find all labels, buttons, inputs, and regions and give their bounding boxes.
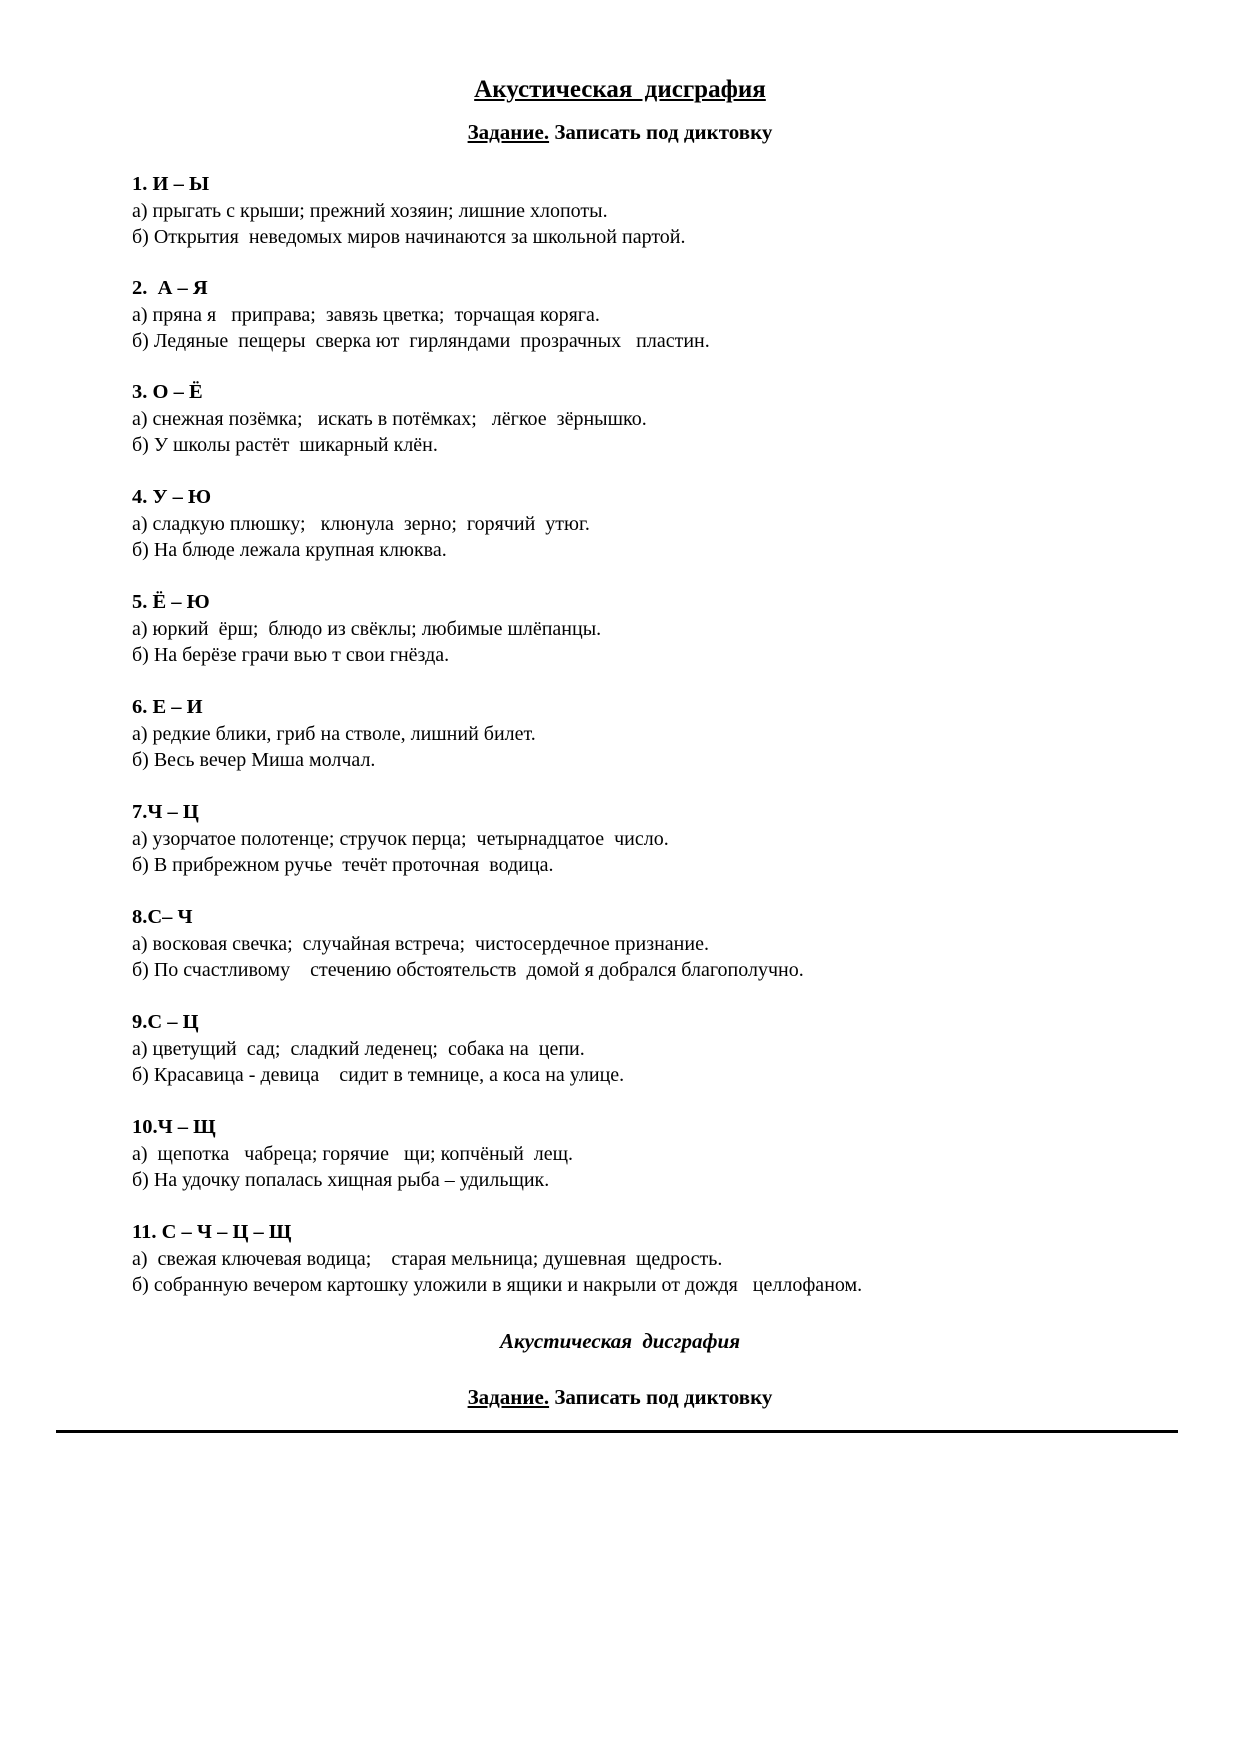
exercise-line-a: а) цветущий сад; сладкий леденец; собака на цепи. — [132, 1037, 585, 1060]
repeat-task-text: Записать под диктовку — [549, 1385, 773, 1409]
exercise-section-8 — [132, 904, 1132, 984]
exercise-line-b: б) На блюде лежала крупная клюква. — [132, 539, 447, 561]
exercise-section-7 — [132, 799, 1132, 879]
repeat-title: Акустическая дисграфия — [499, 1329, 741, 1353]
exercise-line-a: а) сладкую плюшку; клюнула зерно; горячий утюг. — [132, 512, 590, 535]
task-text: Записать под диктовку — [549, 120, 773, 144]
exercise-line-b: б) собранную вечером картошку уложили в ящики и накрыли от дождя целлофаном. — [132, 1274, 863, 1296]
exercise-heading: 10.Ч – Щ — [132, 1116, 216, 1138]
exercise-line-b: б) У школы растёт шикарный клён. — [132, 434, 438, 456]
exercise-line-a: а) пряна я приправа; завязь цветка; торчащая коряга. — [132, 303, 600, 326]
page-title — [0, 75, 1240, 105]
horizontal-divider — [56, 1430, 1178, 1433]
exercise-line-a: а) снежная позёмка; искать в потёмках; лёгкое зёрнышко. — [132, 407, 647, 430]
exercise-line-a: а) щепотка чабреца; горячие щи; копчёный лещ. — [132, 1142, 574, 1165]
exercise-section-1 — [132, 171, 1132, 251]
exercise-heading: 3. О – Ё — [132, 381, 203, 403]
exercise-heading: 11. С – Ч – Ц – Щ — [132, 1221, 292, 1243]
exercise-heading: 9.С – Ц — [132, 1011, 199, 1033]
exercise-line-b: б) На берёзе грачи вью т свои гнёзда. — [132, 644, 450, 666]
exercise-section-10 — [132, 1114, 1132, 1194]
exercise-line-a: а) восковая свечка; случайная встреча; чистосердечное признание. — [132, 932, 709, 955]
repeat-task-label: Задание. — [467, 1385, 550, 1409]
exercise-heading: 2. А – Я — [132, 277, 208, 299]
exercise-heading: 4. У – Ю — [132, 486, 212, 508]
exercise-line-b: б) Красавица - девица сидит в темнице, а коса на улице. — [132, 1064, 625, 1086]
exercise-section-4 — [132, 484, 1132, 564]
exercise-section-11 — [132, 1219, 1132, 1299]
exercise-line-a: а) редкие блики, гриб на стволе, лишний билет. — [132, 722, 536, 745]
repeat-task-instruction — [0, 1384, 1240, 1410]
exercise-line-a: а) свежая ключевая водица; старая мельница; душевная щедрость. — [132, 1247, 723, 1270]
exercise-line-a: а) юркий ёрш; блюдо из свёклы; любимые шлёпанцы. — [132, 617, 602, 640]
exercise-heading: 1. И – Ы — [132, 173, 210, 195]
exercise-heading: 6. Е – И — [132, 696, 203, 718]
exercise-section-3 — [132, 379, 1132, 459]
task-instruction — [0, 119, 1240, 145]
exercise-line-a: а) узорчатое полотенце; стручок перца; четырнадцатое число. — [132, 827, 669, 850]
exercise-line-a: а) прыгать с крыши; прежний хозяин; лишние хлопоты. — [132, 199, 608, 222]
exercise-section-6 — [132, 694, 1132, 774]
exercise-line-b: б) Ледяные пещеры сверка ют гирляндами прозрачных пластин. — [132, 330, 710, 352]
exercise-heading: 7.Ч – Ц — [132, 801, 199, 823]
exercise-section-2 — [132, 275, 1132, 355]
exercise-heading: 5. Ё – Ю — [132, 591, 210, 613]
task-label: Задание. — [467, 120, 550, 144]
exercise-section-5 — [132, 589, 1132, 669]
exercise-line-b: б) Весь вечер Миша молчал. — [132, 749, 376, 771]
page-title-text: Акустическая дисграфия — [474, 75, 766, 103]
exercise-line-b: б) Открытия неведомых миров начинаются за школьной партой. — [132, 226, 686, 248]
exercise-heading: 8.С– Ч — [132, 906, 193, 928]
exercise-section-9 — [132, 1009, 1132, 1089]
exercise-line-b: б) На удочку попалась хищная рыба – удильщик. — [132, 1169, 550, 1191]
exercise-line-b: б) По счастливому стечению обстоятельств домой я добрался благополучно. — [132, 959, 804, 981]
exercise-line-b: б) В прибрежном ручье течёт проточная водица. — [132, 854, 554, 876]
